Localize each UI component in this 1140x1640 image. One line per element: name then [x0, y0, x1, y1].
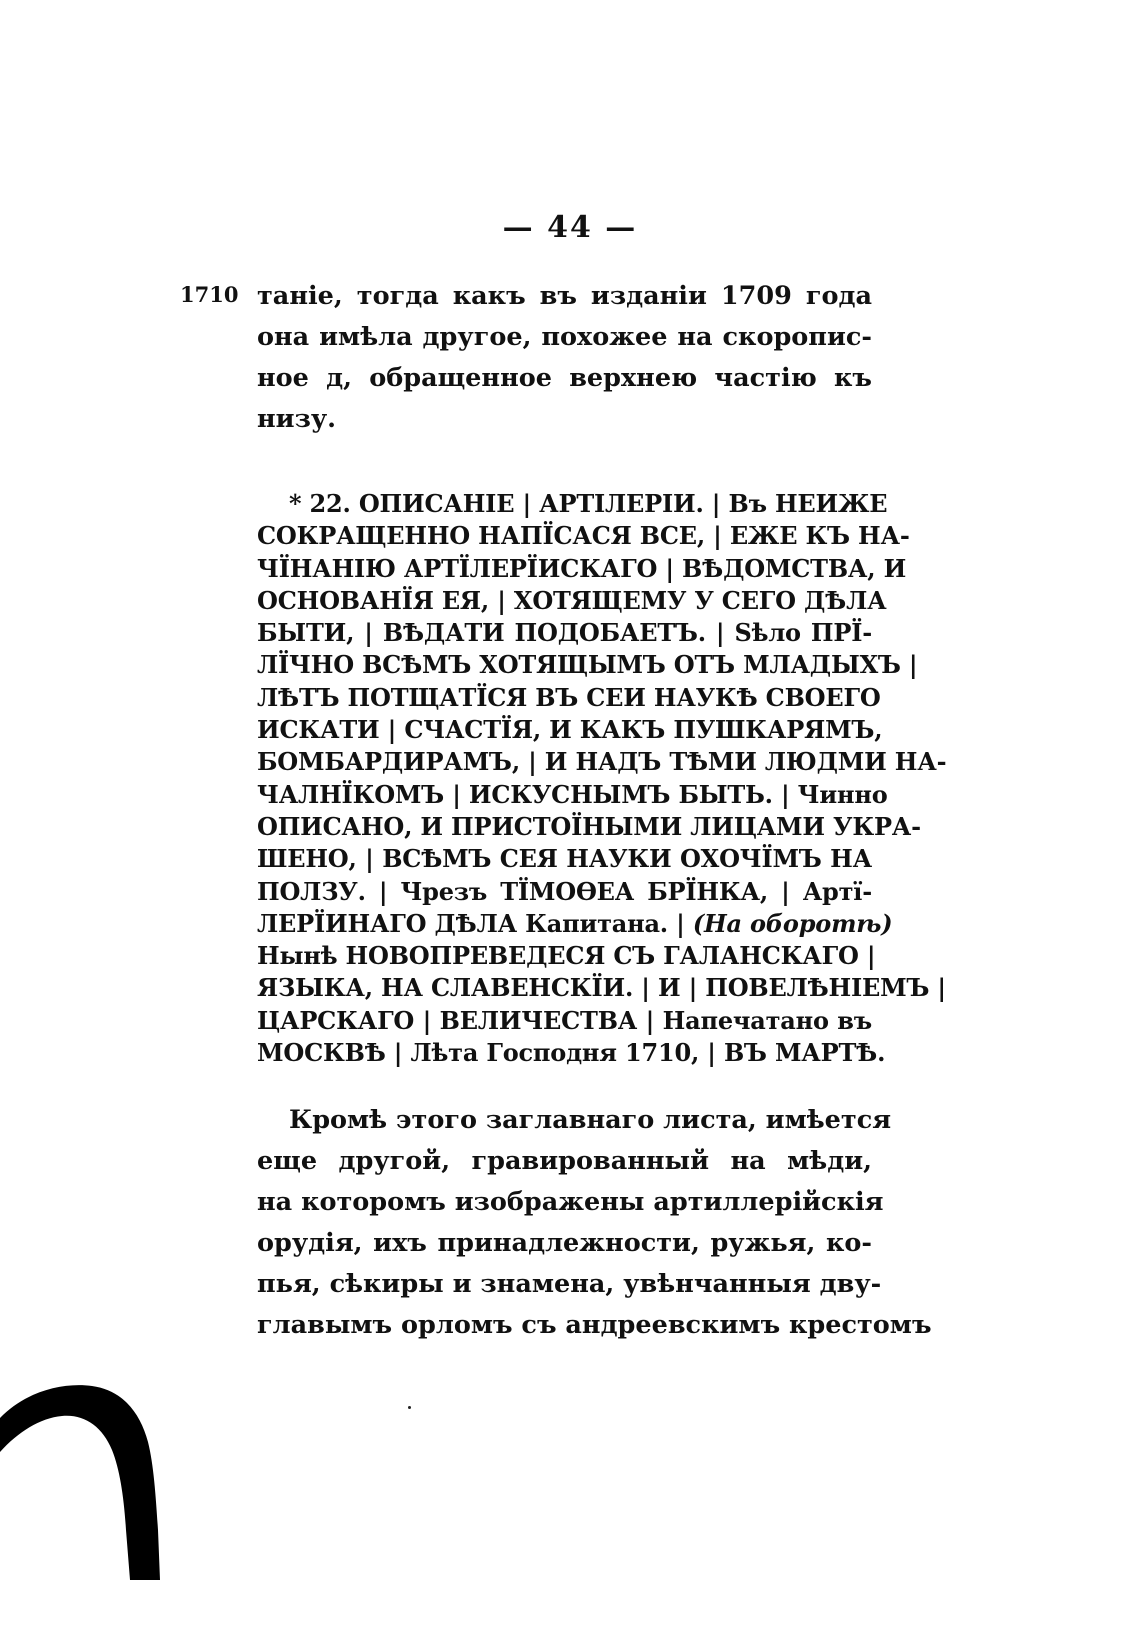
text-line: СОКРАЩЕННО НАПЇСАСЯ ВСЕ, | ЕЖЕ КЪ НА- — [257, 521, 910, 551]
text-line: низу. — [257, 404, 337, 434]
text-line: МОСКВѢ | Лѣта Господня 1710, | ВЪ МАРТѢ. — [257, 1038, 886, 1068]
text-line: ЦАРСКАГО | ВЕЛИЧЕСТВА | Напечатано въ — [257, 1005, 872, 1035]
text-line: главымъ орломъ съ андреевскимъ крестомъ — [257, 1310, 932, 1340]
entry-heading-line: * 22. ОПИСАНІЕ | АРТІЛЕРІИ. | Въ НЕИЖЕ — [289, 489, 888, 518]
text-line: ИСКАТИ | СЧАСТЇЯ, И КАКЪ ПУШКАРЯМЪ, — [257, 715, 883, 745]
text-line: ОПИСАНО, И ПРИСТОЇНЫМИ ЛИЦАМИ УКРА- — [257, 811, 921, 841]
paragraph-continuation — [257, 276, 872, 440]
paragraph-after-entry — [257, 1100, 932, 1346]
text-line: ЧЇНАНІЮ АРТЇЛЕРЇИСКАГО | ВѢДОМСТВА, И — [257, 553, 907, 583]
text-line: еще другой, гравированный на мѣди, — [257, 1146, 872, 1176]
text-line: на которомъ изображены артиллерійскія — [257, 1187, 884, 1217]
page-number: — 44 — — [502, 210, 638, 245]
text-segment: ЛЕРЇИНАГО ДѢЛА Капитана. | — [257, 908, 685, 938]
text-line-with-note — [257, 908, 893, 940]
text-line: ЯЗЫКА, НА СЛАВЕНСКЇИ. | И | ПОВЕЛѢНІЕМЪ | — [257, 973, 946, 1003]
text-line: Кромѣ этого заглавнаго листа, имѣется — [289, 1105, 892, 1135]
text-line: БЫТИ, | ВѢДАТИ ПОДОБАЕТЪ. | Ѕѣло ПРЇ- — [257, 618, 872, 648]
text-line: БОМБАРДИРАМЪ, | И НАДЪ ТѢМИ ЛЮДМИ НА- — [257, 747, 947, 777]
text-line: она имѣла другое, похожее на скоропис- — [257, 322, 872, 352]
text-line: таніе, тогда какъ въ изданіи 1709 года — [257, 281, 872, 311]
text-line: ЧАЛНЇКОМЪ | ИСКУСНЫМЪ БЫТЬ. | Чинно — [257, 779, 888, 809]
text-line: ное д, обращенное верхнею частію къ — [257, 363, 872, 393]
scan-speck — [408, 1406, 411, 1409]
text-line: орудія, ихъ принадлежности, ружья, ко- — [257, 1228, 872, 1258]
text-line: ЛЇЧНО ВСѢМЪ ХОТЯЩЫМЪ ОТЪ МЛАДЫХЪ | — [257, 650, 918, 680]
bibliography-entry-22 — [257, 488, 947, 1069]
text-line: ЛѢТЪ ПОТЩАТЇСЯ ВЪ СЕИ НАУКѢ СВОЕГО — [257, 682, 881, 712]
italic-note: (На оборотѣ) — [692, 908, 893, 938]
text-line: ОСНОВАНЇЯ ЕЯ, | ХОТЯЩЕМУ У СЕГО ДѢЛА — [257, 585, 887, 615]
text-line: Нынѣ НОВОПРЕВЕДЕСЯ СЪ ГАЛАНСКАГО | — [257, 941, 876, 971]
text-line: ПОЛЗУ. | Чрезъ ТЇМОѲЕА БРЇНКА, | Артї- — [257, 876, 872, 906]
margin-year-note: 1710 — [180, 282, 239, 307]
text-line: пья, сѣкиры и знамена, увѣнчанныя дву- — [257, 1269, 882, 1299]
text-line: ШЕНО, | ВСѢМЪ СЕЯ НАУКИ ОХОЧЇМЪ НА — [257, 844, 872, 874]
scan-page-edge-mark — [0, 1380, 200, 1640]
